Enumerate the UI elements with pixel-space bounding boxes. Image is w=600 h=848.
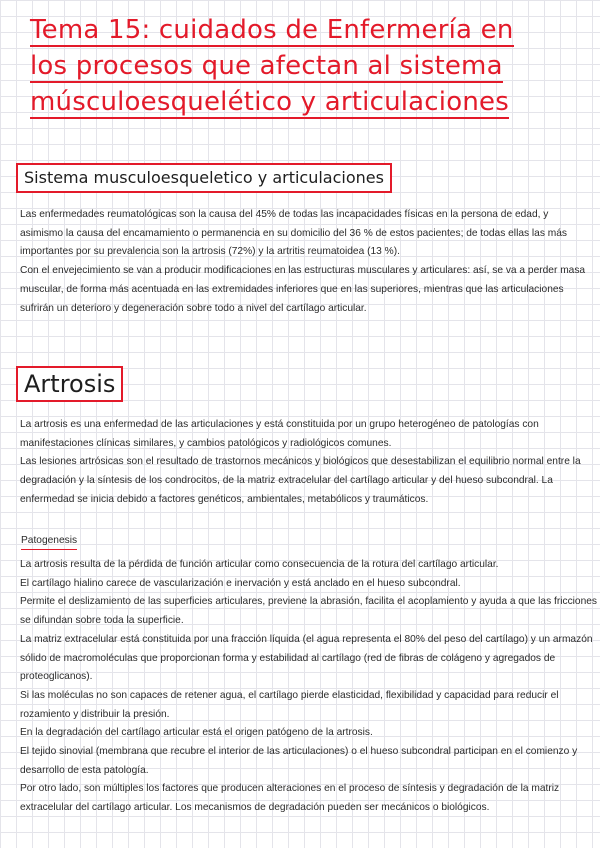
text-line: Por otro lado, son múltiples los factores que producen alteraciones en el proceso de síntesis y degradación de la matriz (20, 783, 560, 795)
subsection-heading-patogenesis: Patogenesis (21, 534, 77, 550)
text-line: En la degradación del cartílago articular está el origen patógeno de la artrosis. (20, 727, 373, 739)
title-line: los procesos que afectan al sistema (30, 51, 503, 81)
section-heading-artrosis: Artrosis (16, 366, 123, 402)
title-line: Tema 15: cuidados de Enfermería en (30, 15, 514, 45)
text-line: La artrosis es una enfermedad de las articulaciones y está constituida por un grupo heterogéneo de patologías con (20, 419, 539, 430)
text-line: extracelular del cartílago articular. Los mecanismos de degradación pueden ser mecánicos o biológicos. (20, 802, 490, 814)
section-heading-sistema: Sistema musculoesqueletico y articulaciones (16, 163, 392, 193)
text-line: El tejido sinovial (membrana que recubre el interior de las articulaciones) o el hueso subcondral participan en el comienzo y (20, 746, 578, 758)
text-line: manifestaciones clínicas similares, y cambios patológicos y radiológicos comunes. (20, 437, 392, 449)
text-line: sufrirán un deterioro y degeneración sobre todo a nivel del cartílago articular. (20, 302, 367, 314)
page-title (30, 12, 582, 120)
text-line: desarrollo de esta patología. (20, 764, 149, 776)
text-line: Si las moléculas no son capaces de retener agua, el cartílago pierde elasticidad, flexibilidad y capacidad para reducir el (20, 689, 559, 701)
text-line: importantes por su prevalencia son la artrosis (72%) y la artritis reumatoidea (13 %). (20, 246, 400, 258)
text-line: Las lesiones artrósicas son el resultado de trastornos mecánicos y biológicos que desestabilizan el equilibrio normal entre la (20, 456, 581, 468)
section-paragraph-artrosis (20, 416, 585, 510)
text-line: La matriz extracelular está constituida por una fracción líquida (el agua representa el 80% del peso del cartílago) y un armazón (20, 633, 593, 645)
section-paragraph-patogenesis (20, 556, 598, 818)
text-line: Con el envejecimiento se van a producir modificaciones en las estructuras musculares y articulares: así, se va a perder masa (20, 265, 586, 277)
text-line: rozamiento y distribuir la presión. (20, 708, 170, 720)
title-line: músculoesquelético y articulaciones (30, 87, 509, 117)
text-line: El cartílago hialino carece de vascularización e inervación y está anclado en el hueso subcondral. (20, 577, 461, 589)
text-line: proteoglicanos). (20, 671, 93, 683)
text-line: muscular, de forma más acentuada en las extremidades inferiores que en las superiores, mientras que las articulaciones (20, 283, 564, 295)
text-line: sólido de macromoléculas que proporcionan forma y estabilidad al cartílago (red de fibras de colágeno y agregados de (20, 652, 556, 664)
text-line: asimismo la causa del encamamiento o permanencia en su domicilio del 36 % de estos pacientes; de todas ellas las más (20, 227, 568, 239)
text-line: enfermedad se inicia debido a factores genéticos, ambientales, metabólicos y traumáticos. (20, 493, 429, 505)
text-line: degradación y la síntesis de los condrocitos, de la matriz extracelular del cartílago articular y del hueso subcondral. La (20, 475, 553, 487)
text-line: Las enfermedades reumatológicas son la causa del 45% de todas las incapacidades físicas en la persona de edad, y (20, 209, 549, 220)
text-line: Permite el deslizamiento de las superficies articulares, previene la abrasión, facilita el acoplamiento y ayuda a que las fricciones (20, 596, 598, 608)
text-line: La artrosis resulta de la pérdida de función articular como consecuencia de la rotura del cartílago articular. (20, 559, 499, 570)
section-paragraph-sistema (20, 206, 585, 318)
text-line: se difundan sobre toda la superficie. (20, 615, 184, 627)
